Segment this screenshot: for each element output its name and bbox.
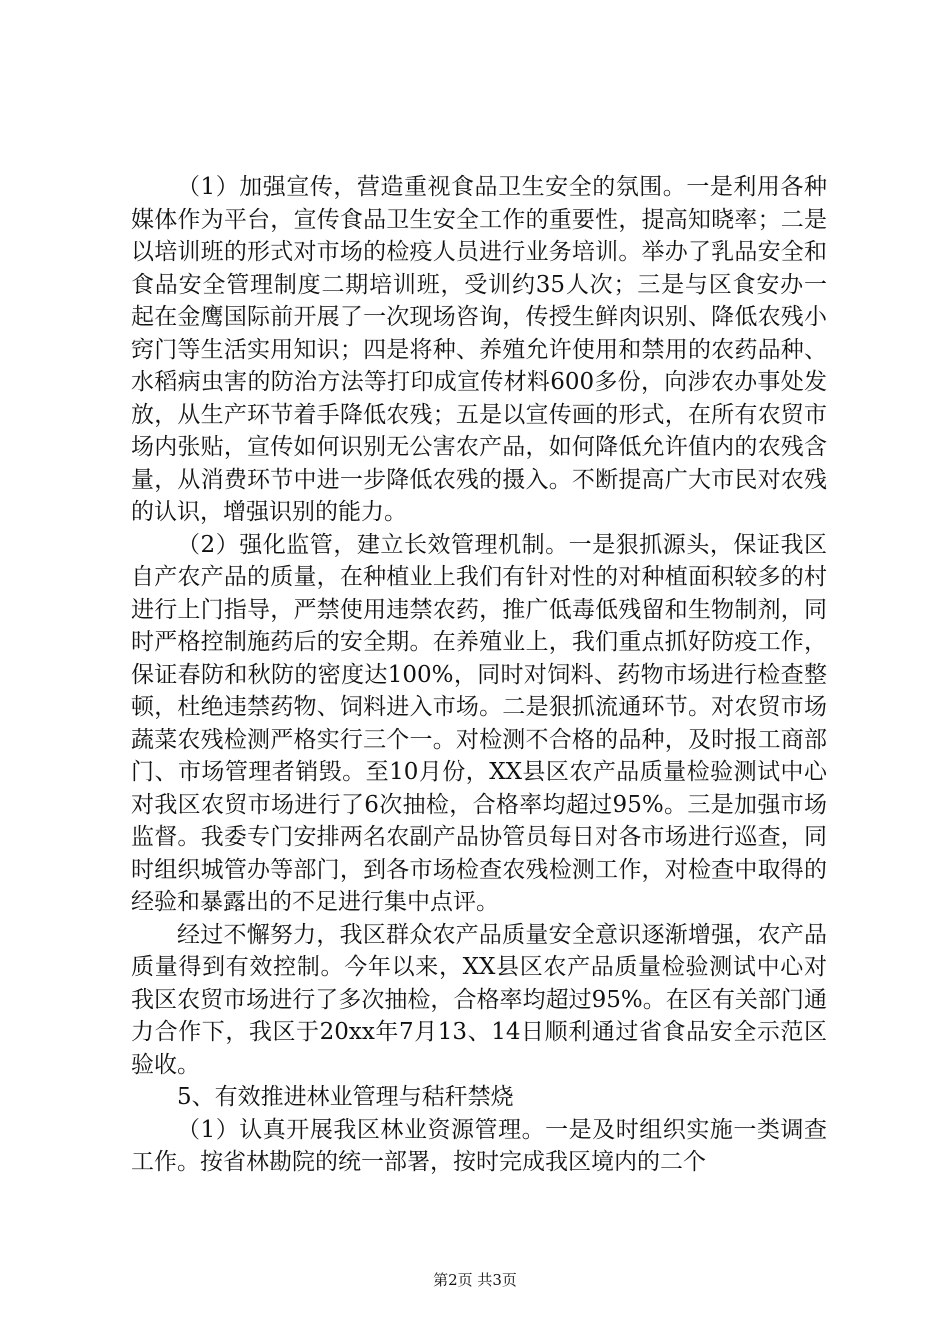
paragraph-forestry: （1）认真开展我区林业资源管理。一是及时组织实施一类调查工作。按省林勘院的统一部署，按时完成我区境内的二个 (131, 1116, 827, 1175)
page-number-footer: 第2页 共3页 (433, 1271, 517, 1289)
section-heading-forestry: 5、有效推进林业管理与秸秆禁烧 (177, 1084, 514, 1110)
paragraph-supervision: （2）强化监管，建立长效管理机制。一是狠抓源头，保证我区自产农产品的质量，在种植业上我们有针对性的对种植面积较多的村进行上门指导，严禁使用违禁农药，推广低毒低残留和生物制剂，同时严格控制施药后的安全期。在养殖业上，我们重点抓好防疫工作，保证春防和秋防的密度达100%，同时对饲料、药物市场进行检查整顿，杜绝违禁药物、饲料进入市场。二是狠抓流通环节。对农贸市场蔬菜农残检测严格实行三个一。对检测不合格的品种，及时报工商部门、市场管理者销毁。至10月份，XX县区农产品质量检验测试中心对我区农贸市场进行了6次抽检，合格率均超过95%。三是加强市场监督。我委专门安排两名农副产品协管员每日对各市场进行巡查，同时组织城管办等部门，到各市场检查农残检测工作，对检查中取得的经验和暴露出的不足进行集中点评。 (131, 531, 827, 915)
paragraph-results: 经过不懈努力，我区群众农产品质量安全意识逐渐增强，农产品质量得到有效控制。今年以来，XX县区农产品质量检验测试中心对我区农贸市场进行了多次抽检，合格率均超过95%。在区有关部门通力合作下，我区于20xx年7月13、14日顺利通过省食品安全示范区验收。 (131, 921, 827, 1078)
document-body (131, 171, 827, 1179)
paragraph-publicity: （1）加强宣传，营造重视食品卫生安全的氛围。一是利用各种媒体作为平台，宣传食品卫生安全工作的重要性，提高知晓率；二是以培训班的形式对市场的检疫人员进行业务培训。举办了乳品安全和食品安全管理制度二期培训班，受训约35人次；三是与区食安办一起在金鹰国际前开展了一次现场咨询，传授生鲜肉识别、降低农残小窍门等生活实用知识；四是将种、养殖允许使用和禁用的农药品种、水稻病虫害的防治方法等打印成宣传材料600多份，向涉农办事处发放，从生产环节着手降低农残；五是以宣传画的形式，在所有农贸市场内张贴，宣传如何识别无公害农产品，如何降低允许值内的农残含量，从消费环节中进一步降低农残的摄入。不断提高广大市民对农残的认识，增强识别的能力。 (131, 174, 827, 525)
